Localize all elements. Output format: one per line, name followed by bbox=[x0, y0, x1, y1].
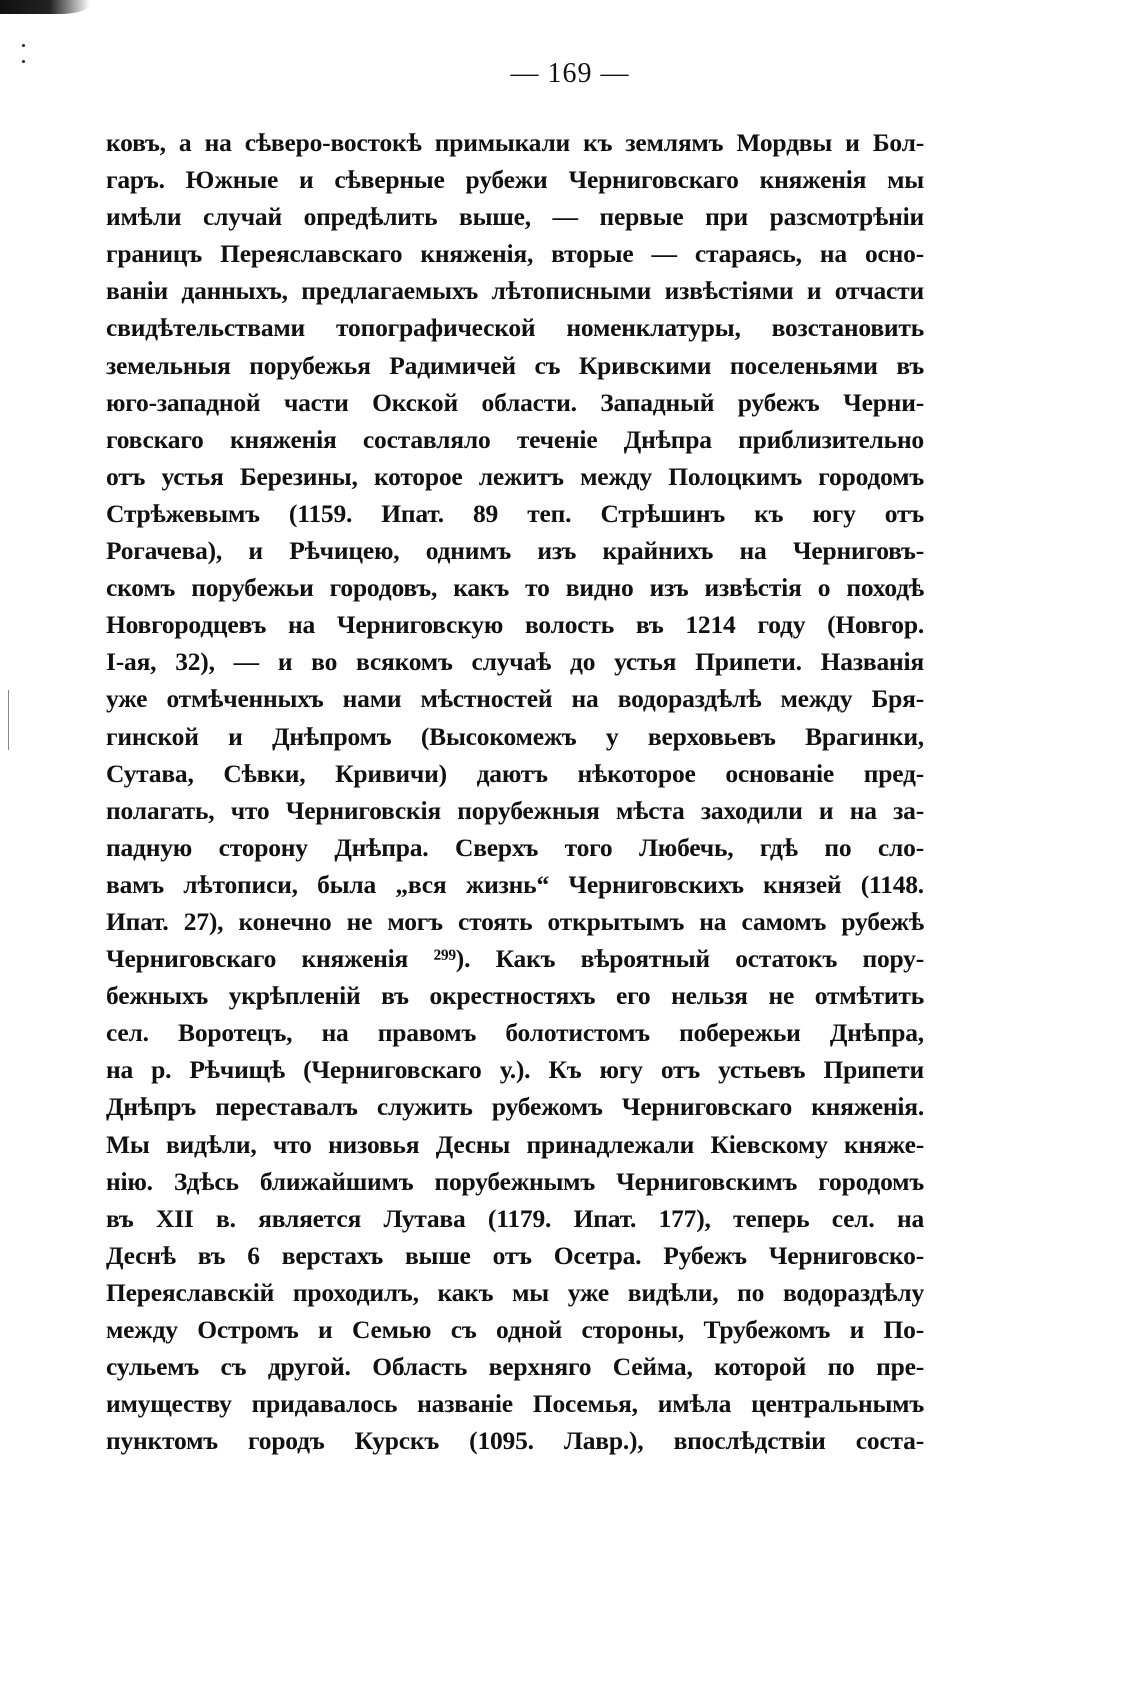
text-line: говскаго княженія составляло теченіе Днѣпра приблизительно bbox=[106, 424, 924, 454]
scan-artifact bbox=[22, 44, 25, 47]
text-line: Сутава, Сѣвки, Кривичи) даютъ нѣкоторое основаніе пред- bbox=[106, 758, 924, 788]
text-line: бежныхъ укрѣпленій въ окрестностяхъ его нельзя не отмѣтить bbox=[106, 981, 924, 1011]
text-line: ваніи данныхъ, предлагаемыхъ лѣтописными извѣстіями и отчасти bbox=[106, 276, 924, 306]
text-line: имуществу придавалось названіе Посемья, имѣла центральнымъ bbox=[106, 1389, 924, 1419]
text-line: скомъ порубежьи городовъ, какъ то видно изъ извѣстія о походѣ bbox=[106, 573, 924, 603]
text-line: Ипат. 27), конечно не могъ стоять открытымъ на самомъ рубежѣ bbox=[106, 906, 924, 936]
text-line: пунктомъ городъ Курскъ (1095. Лавр.), впослѣдствіи соста- bbox=[106, 1426, 924, 1456]
text-line: сульемъ съ другой. Область верхняго Сейма, которой по пре- bbox=[106, 1352, 924, 1382]
text-line: Стрѣжевымъ (1159. Ипат. 89 теп. Стрѣшинъ къ югу отъ bbox=[106, 498, 924, 528]
text-line: Новгородцевъ на Черниговскую волость въ 1214 году (Новгор. bbox=[106, 610, 924, 640]
text-line: гаръ. Южные и сѣверные рубежи Черниговскаго княженія мы bbox=[106, 165, 924, 195]
text-line: вамъ лѣтописи, была „вся жизнь“ Черниговскихъ князей (1148. bbox=[106, 869, 924, 899]
text-line: юго-западной части Окской области. Западный рубежъ Черни- bbox=[106, 387, 924, 417]
text-line: земельныя порубежья Радимичей съ Кривскими поселеньями въ bbox=[106, 350, 924, 380]
text-line: Переяславскій проходилъ, какъ мы уже видѣли, по водораздѣлу bbox=[106, 1277, 924, 1307]
text-line: полагать, что Черниговскія порубежныя мѣста заходили и на за- bbox=[106, 795, 924, 825]
text-line: на р. Рѣчищѣ (Черниговскаго у.). Къ югу отъ устьевъ Припети bbox=[106, 1055, 924, 1085]
text-line: I-ая, 32), — и во всякомъ случаѣ до устья Припети. Названія bbox=[106, 647, 924, 677]
page-number: — 169 — bbox=[510, 58, 630, 89]
body-text bbox=[106, 124, 924, 1459]
text-line: сел. Воротецъ, на правомъ болотистомъ побережьи Днѣпра, bbox=[106, 1018, 924, 1048]
text-line: отъ устья Березины, которое лежитъ между Полоцкимъ городомъ bbox=[106, 461, 924, 491]
text-line: падную сторону Днѣпра. Сверхъ того Любечь, гдѣ по сло- bbox=[106, 832, 924, 862]
text-line: имѣли случай опредѣлить выше, — первые при разсмотрѣніи bbox=[106, 202, 924, 232]
text-line: Черниговскаго княженія ²⁹⁹). Какъ вѣроятный остатокъ пору- bbox=[106, 944, 924, 974]
text-line: Рогачева), и Рѣчицею, однимъ изъ крайнихъ на Черниговъ- bbox=[106, 536, 924, 566]
scan-artifact bbox=[0, 0, 90, 14]
text-line: свидѣтельствами топографической номенклатуры, возстановить bbox=[106, 313, 924, 343]
scan-edge bbox=[8, 690, 9, 750]
text-line: въ XII в. является Лутава (1179. Ипат. 177), теперь сел. на bbox=[106, 1203, 924, 1233]
text-line: между Остромъ и Семью съ одной стороны, Трубежомъ и По- bbox=[106, 1315, 924, 1344]
text-line: уже отмѣченныхъ нами мѣстностей на водораздѣлѣ между Бря- bbox=[106, 684, 924, 714]
text-line: Деснѣ въ 6 верстахъ выше отъ Осетра. Рубежъ Черниговско- bbox=[106, 1240, 924, 1270]
text-line: нію. Здѣсь ближайшимъ порубежнымъ Черниговскимъ городомъ bbox=[106, 1166, 924, 1196]
text-line: ковъ, а на сѣверо-востокѣ примыкали къ землямъ Мордвы и Бол- bbox=[106, 128, 924, 157]
text-line: границъ Переяславскаго княженія, вторые — стараясь, на осно- bbox=[106, 239, 924, 269]
text-line: гинской и Днѣпромъ (Высокомежъ у верховьевъ Врагинки, bbox=[106, 721, 924, 751]
text-line: Мы видѣли, что низовья Десны принадлежали Кіевскому княже- bbox=[106, 1129, 924, 1159]
text-line: Днѣпръ переставалъ служить рубежомъ Черниговскаго княженія. bbox=[106, 1092, 924, 1122]
